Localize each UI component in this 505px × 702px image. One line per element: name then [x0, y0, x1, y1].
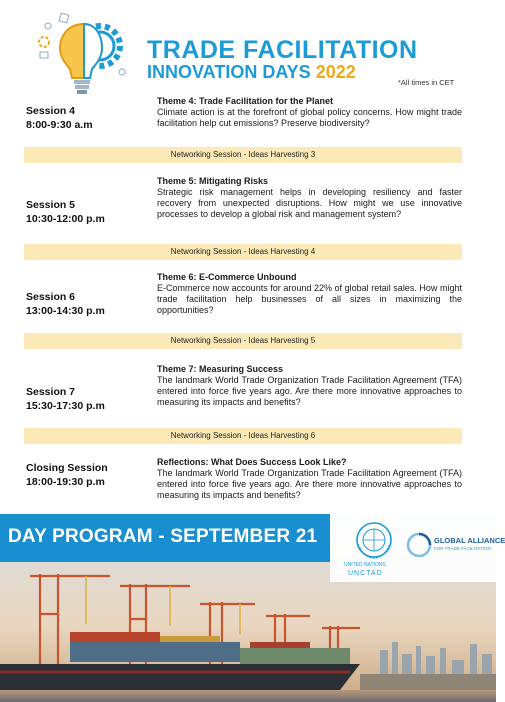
- session-name: Closing Session: [26, 462, 108, 474]
- session-name: Session 6: [26, 291, 76, 303]
- session-theme: [157, 272, 462, 316]
- page-title: TRADE FACILITATION: [147, 36, 418, 64]
- session-time: 15:30-17:30 p.m: [26, 400, 105, 412]
- theme-description: Climate action is at the forefront of global policy concerns. How might trade facilitation help cut emissions? Preserve biodiversity?: [157, 107, 462, 128]
- global-alliance-line2: FOR TRADE FACILITATION: [434, 546, 491, 551]
- session-time: 8:00-9:30 a.m: [26, 119, 93, 131]
- global-alliance-logo-icon: [406, 532, 432, 558]
- day-program-band: [0, 514, 330, 562]
- networking-band: Networking Session - Ideas Harvesting 3: [24, 147, 462, 163]
- session-label: [26, 104, 93, 132]
- page-subtitle: INNOVATION DAYS 2022: [147, 62, 356, 82]
- session-name: Session 7: [26, 386, 76, 398]
- times-note: *All times in CET: [398, 78, 455, 87]
- theme-description: The landmark World Trade Organization Trade Facilitation Agreement (TFA) entered into force five years ago. Are there more innovative approaches to measuring its impacts and benefits?: [157, 468, 462, 500]
- session-theme: [157, 176, 462, 220]
- header: [0, 0, 496, 96]
- session-theme: [157, 457, 462, 501]
- port-banner: [0, 514, 505, 702]
- session-label: [26, 290, 105, 318]
- theme-title: Theme 7: Measuring Success: [157, 364, 284, 374]
- theme-title: Theme 6: E-Commerce Unbound: [157, 272, 297, 282]
- session-name: Session 4: [26, 105, 76, 117]
- partner-logos: [330, 514, 505, 582]
- theme-description: Strategic risk management helps in developing resiliency and faster recovery from unexpected disruptions. How might we use innovative processes to develop a global risk and management system?: [157, 187, 462, 219]
- session-label: [26, 461, 108, 489]
- session-theme: [157, 364, 462, 408]
- session-theme: [157, 96, 462, 129]
- session-label: [26, 198, 105, 226]
- networking-band: Networking Session - Ideas Harvesting 6: [24, 428, 462, 444]
- theme-title: Theme 4: Trade Facilitation for the Planet: [157, 96, 334, 106]
- session-time: 13:00-14:30 p.m: [26, 305, 105, 317]
- innovation-bulb-gear-logo: [38, 12, 134, 102]
- session-time: 10:30-12:00 p.m: [26, 213, 105, 225]
- session-time: 18:00-19:30 p.m: [26, 476, 105, 488]
- networking-band: Networking Session - Ideas Harvesting 5: [24, 333, 462, 349]
- un-text-line2: UNCTAD: [348, 570, 383, 577]
- day-program-title: DAY PROGRAM - SEPTEMBER 21: [8, 526, 318, 547]
- un-emblem-icon: [354, 520, 394, 560]
- title-year: 2022: [315, 62, 356, 82]
- theme-description: E-Commerce now accounts for around 22% of global retail sales. How might trade facilitation help businesses of all sizes in maximizing the opportunities?: [157, 283, 462, 315]
- theme-title: Theme 5: Mitigating Risks: [157, 176, 269, 186]
- global-alliance-line1: GLOBAL ALLIANCE: [434, 536, 505, 545]
- un-text-line1: UNITED NATIONS: [344, 562, 386, 568]
- session-label: [26, 385, 105, 413]
- theme-description: The landmark World Trade Organization Trade Facilitation Agreement (TFA) entered into force five years ago. Are there more innovative approaches to measuring its impacts and benefits?: [157, 375, 462, 407]
- session-name: Session 5: [26, 199, 76, 211]
- networking-band: Networking Session - Ideas Harvesting 4: [24, 244, 462, 260]
- theme-title: Reflections: What Does Success Look Like?: [157, 457, 347, 467]
